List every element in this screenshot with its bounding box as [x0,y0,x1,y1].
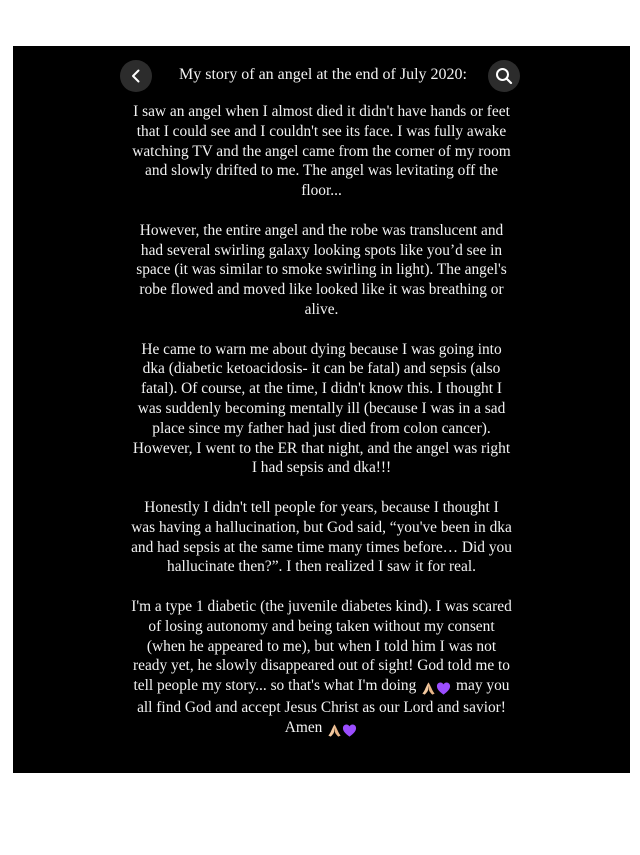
story-card [13,46,630,773]
story-header [13,60,630,94]
story-paragraph: I saw an angel when I almost died it didn't have hands or feet that I could see and I couldn't see its face. I was fully awake watching TV and the angel came from the corner of my room and slowly drifted to me. The angel was levitating off the floor... [132,103,511,200]
pray-hands-icon [421,681,436,696]
purple-heart-icon [436,681,451,696]
story-paragraph [131,597,512,740]
story-text: I'm a type 1 diabetic (the juvenile diabetes kind). I was scared of losing autonomy and being taken without my consent (when he appeared to me), but when I told him I was not ready yet, he slowly disappeared out of sight! God told me to tell people my story... so that's what I'm doing [131,597,512,695]
story-text: may you all find God and accept Jesus Christ as our Lord and savior! Amen [137,677,510,736]
emoji-pair [327,720,357,740]
story-paragraph: Honestly I didn't tell people for years, because I thought I was having a hallucination, but God said, “you've been in dka and had sepsis at the same time many times before… Did you hallucinate then?”. I then realized I saw it for real. [131,498,512,576]
story-paragraph: He came to warn me about dying because I was going into dka (diabetic ketoacidosis- it can be fatal) and sepsis (also fatal). Of course, at the time, I didn't know this. I thought I was suddenly becoming mentally ill (because I was in a sad place since my father had just died from colon cancer). However, I went to the ER that night, and the angel was right I had sepsis and dka!!! [132,340,511,477]
back-button[interactable] [120,60,152,92]
chevron-left-icon [128,68,144,84]
search-icon [495,67,513,85]
page-title: My story of an angel at the end of July 2020: [179,66,467,83]
story-paragraph: However, the entire angel and the robe was translucent and had several swirling galaxy looking spots like you’d see in space (it was similar to smoke swirling in light). The angel's robe flowed and moved like looked like it was breathing or alive. [136,221,507,318]
pray-hands-icon [327,723,342,738]
purple-heart-icon [342,723,357,738]
story-body [131,102,512,740]
emoji-pair [421,678,451,698]
search-button[interactable] [488,60,520,92]
